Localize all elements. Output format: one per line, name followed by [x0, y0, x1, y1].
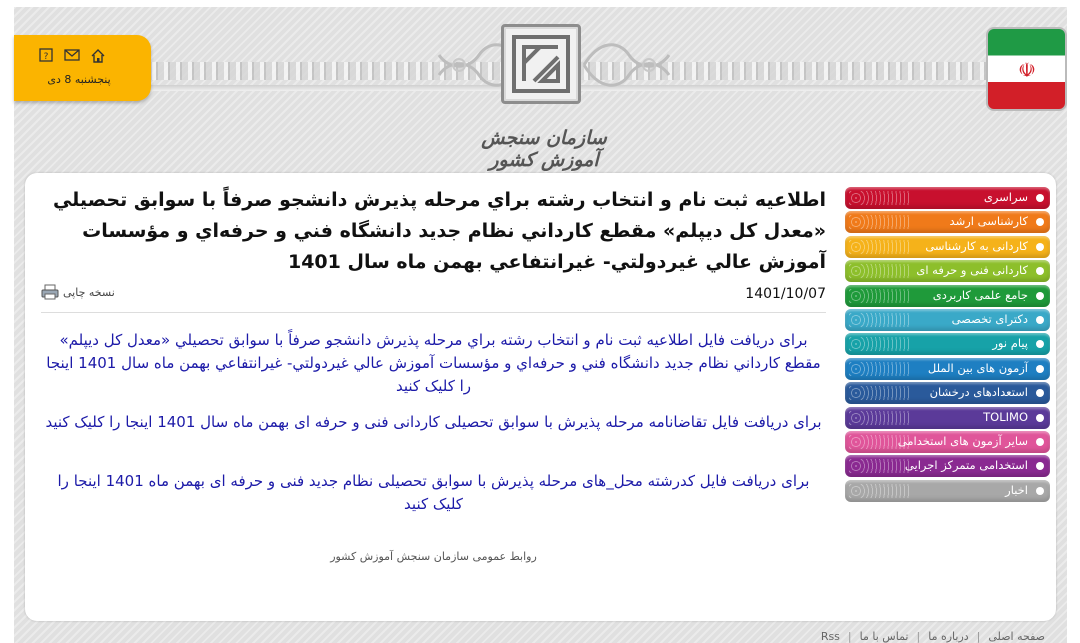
print-button[interactable] [41, 284, 115, 300]
download-link-announcement[interactable]: برای دریافت فایل اطلاعیه ثبت نام و انتخاب رشته براي مرحله پذيرش دانشجو صرفاً با سوابق تحصيلي «معدل کل ديپلم» مقطع کارداني نظام جديد دانشگاه فني و حرفه‌اي و مؤسسات آموزش عالي غيردولتي- غيرانتفاعي بهمن ماه سال 1401 اینجا را کلیک کنید [46, 331, 821, 395]
swirl-pattern [849, 337, 909, 351]
sidebar-item-other-employment-exams[interactable] [845, 431, 1050, 453]
bullet-icon [1036, 243, 1044, 251]
flag-emblem-icon: ☫ [1018, 58, 1036, 82]
bullet-icon [1036, 365, 1044, 373]
site-header [14, 7, 1067, 175]
sidebar-menu [845, 187, 1050, 504]
swirl-pattern [849, 435, 909, 449]
sidebar-item-centralized-employment[interactable] [845, 455, 1050, 477]
organization-title: سازمان سنجش آموزش کشور [481, 127, 607, 171]
article-title: اطلاعيه ثبت نام و انتخاب رشته براي مرحله پذيرش دانشجو صرفاً با سوابق تحصيلي «معدل کل ديپلم» مقطع کارداني نظام جديد دانشگاه فني و حرفه‌اي و مؤسسات آموزش عالي غيردولتي- غيرانتفاعي بهمن ماه سال 1401 [52, 189, 826, 273]
sidebar-item-label: استعدادهای درخشان [929, 385, 1028, 400]
bullet-icon [1036, 414, 1044, 422]
sidebar-item-label: پیام نور [992, 336, 1028, 351]
footer-link-rss[interactable]: Rss [820, 630, 840, 643]
swirl-pattern [849, 313, 909, 327]
sidebar-item-label: اخبار [1005, 482, 1028, 497]
print-label: نسخه چاپی [63, 285, 115, 299]
footer-divider: | [976, 630, 981, 643]
sidebar-item-applied-science[interactable] [845, 285, 1050, 307]
swirl-pattern [849, 240, 909, 254]
sidebar-item-label: استخدامی متمرکز اجرایی [904, 458, 1028, 473]
iran-flag-image [986, 27, 1067, 111]
quick-links [38, 47, 106, 63]
bullet-icon [1036, 292, 1044, 300]
mail-icon[interactable] [64, 47, 80, 63]
swirl-pattern [849, 264, 909, 278]
sidebar-item-sarasari[interactable] [845, 187, 1050, 209]
footer-divider: | [916, 630, 921, 643]
sidebar-item-label: سراسری [983, 190, 1028, 204]
article [41, 185, 826, 563]
sidebar-item-masters[interactable] [845, 211, 1050, 233]
swirl-pattern [849, 386, 909, 400]
article-meta [41, 282, 826, 308]
bullet-icon [1036, 438, 1044, 446]
sidebar-item-international-exams[interactable] [845, 358, 1050, 380]
bullet-icon [1036, 218, 1044, 226]
bullet-icon [1036, 267, 1044, 275]
footer-nav [821, 629, 1045, 643]
footer-link-about[interactable]: درباره ما [928, 630, 969, 643]
swirl-pattern [849, 459, 909, 473]
logo-emblem-icon [510, 33, 572, 95]
bullet-icon [1036, 487, 1044, 495]
swirl-pattern [849, 191, 909, 205]
sidebar-item-label: کارشناسی ارشد [949, 214, 1028, 229]
footer-link-contact[interactable]: تماس با ما [859, 630, 909, 643]
organization-logo[interactable] [501, 24, 581, 104]
swirl-pattern [849, 411, 909, 425]
current-date: پنجشنبه 8 دی [47, 73, 111, 86]
swirl-pattern [849, 484, 909, 498]
sidebar-item-label: TOLIMO [983, 409, 1028, 424]
divider [41, 312, 826, 313]
sidebar-item-label: کاردانی فنی و حرفه ای [916, 263, 1028, 278]
sidebar-item-payame-noor[interactable] [845, 333, 1050, 355]
download-link-application[interactable]: برای دریافت فایل تقاضانامه مرحله پذیرش با سوابق تحصیلی کاردانی فنی و حرفه ای بهمن ماه سال 1401 اینجا را کلیک کنید [45, 413, 822, 431]
sidebar-item-news[interactable] [845, 480, 1050, 502]
bullet-icon [1036, 340, 1044, 348]
footer-divider: | [847, 630, 852, 643]
swirl-pattern [849, 362, 909, 376]
swirl-pattern [849, 215, 909, 229]
content-panel [25, 173, 1056, 621]
ornament-right-icon [579, 35, 679, 95]
sidebar-item-tolimo[interactable] [845, 407, 1050, 429]
footer-link-home[interactable]: صفحه اصلی [988, 630, 1045, 643]
bullet-icon [1036, 389, 1044, 397]
sidebar-item-label: سایر آزمون های استخدامی [897, 433, 1028, 448]
download-link-field-codes[interactable]: برای دریافت فایل کدرشته محل_های مرحله پذیرش با سوابق تحصیلی نظام جدید فنی و حرفه ای بهمن ماه 1401 اینجا را کلیک کنید [57, 472, 810, 513]
swirl-pattern [849, 289, 909, 303]
svg-text:?: ? [43, 52, 49, 62]
page [14, 7, 1067, 643]
sidebar-item-label: آزمون های بین الملل [927, 360, 1028, 375]
help-icon[interactable] [38, 47, 54, 63]
sidebar-item-phd[interactable] [845, 309, 1050, 331]
printer-icon [41, 284, 59, 300]
public-relations-note: روابط عمومی سازمان سنجش آموزش کشور [330, 550, 537, 563]
article-date: 1401/10/07 [745, 286, 826, 302]
sidebar-item-label: کاردانی به کارشناسی [925, 238, 1028, 253]
sidebar-item-label: جامع علمی کاربردی [932, 287, 1028, 302]
date-widget [14, 35, 151, 101]
bullet-icon [1036, 316, 1044, 324]
home-icon[interactable] [90, 47, 106, 63]
sidebar-item-associate-to-bachelor[interactable] [845, 236, 1050, 258]
sidebar-item-talents[interactable] [845, 382, 1050, 404]
bullet-icon [1036, 462, 1044, 470]
sidebar-item-technical-associate[interactable] [845, 260, 1050, 282]
sidebar-item-label: دکترای تخصصی [951, 311, 1028, 326]
bullet-icon [1036, 194, 1044, 202]
